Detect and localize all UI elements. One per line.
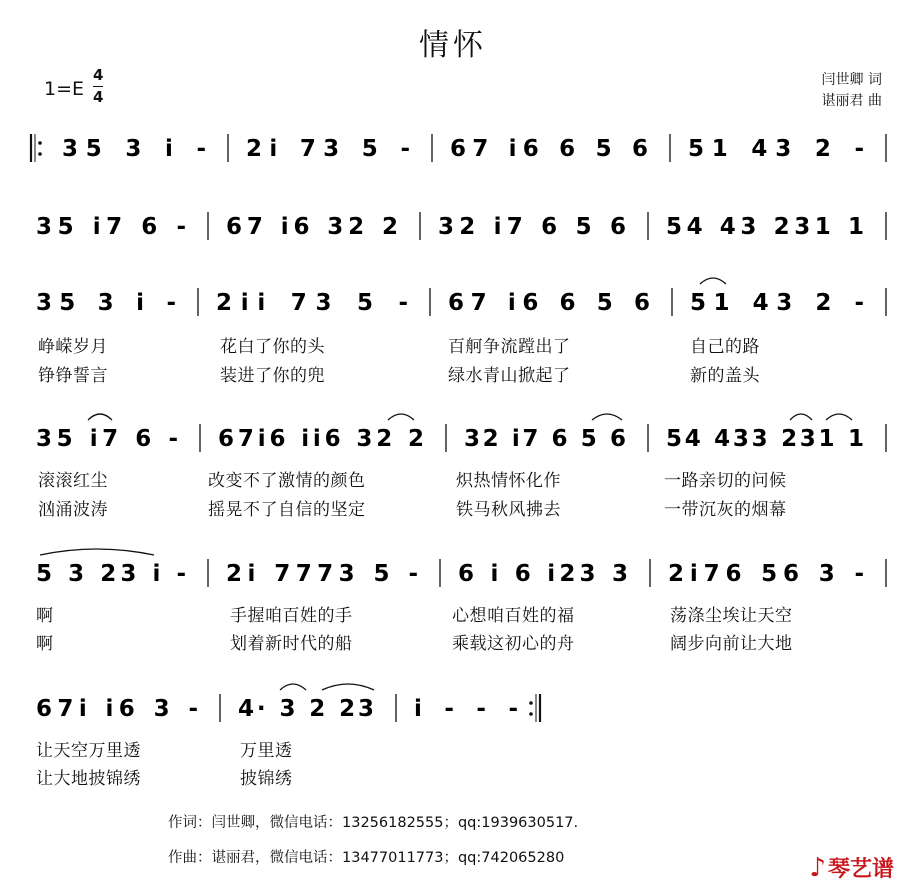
measure-notes: 67 i6 6 5 6: [450, 136, 648, 162]
repeat-dot: [38, 152, 42, 156]
lyric: 一带沉灰的烟幕: [664, 500, 787, 520]
staff-row-5-svg: [0, 553, 906, 593]
notation-row-6: [0, 688, 906, 728]
tie-slur: [40, 549, 154, 555]
notation-row-4: [0, 418, 906, 458]
tie-slur: [790, 414, 812, 420]
lyric: 荡涤尘埃让天空: [670, 606, 793, 626]
lyric: 划着新时代的船: [230, 634, 353, 654]
lyric: 让天空万里透: [36, 741, 141, 761]
lyric: 峥嵘岁月: [38, 337, 108, 357]
measure-notes: 2i 7773 5 -: [226, 561, 418, 587]
tie-slur: [88, 414, 112, 420]
composer-contact: 作曲：谌丽君，微信电话：13477011773；qq:742065280: [168, 850, 565, 866]
measure-notes: 51 43 2 -: [688, 136, 864, 162]
staff-row-6-svg: [0, 688, 906, 728]
lyric: 新的盖头: [690, 366, 760, 386]
measure-notes: 6 i 6 i23 3: [458, 561, 628, 587]
tie-slur: [826, 414, 852, 420]
lyric: 装进了你的兜: [220, 366, 325, 386]
lyric: 一路亲切的问候: [664, 471, 787, 491]
repeat-dot: [529, 701, 533, 705]
page-title: 情怀: [419, 28, 487, 63]
lyric: 手握咱百姓的手: [230, 606, 353, 626]
lyricist-contact: 作词：闫世卿，微信电话：13256182555；qq:1939630517.: [168, 815, 579, 831]
time-signature: [93, 66, 103, 107]
site-logo: [809, 852, 894, 883]
tie-slur: [592, 414, 622, 420]
lyric: 花白了你的头: [220, 337, 325, 357]
staff-row-4-svg: [0, 418, 906, 458]
measure-notes: 32 i7 6 5 6: [464, 426, 626, 452]
lyric: 阔步向前让大地: [670, 634, 793, 654]
lyric: 百舸争流蹚出了: [448, 337, 571, 357]
composer-credit: 谌丽君 曲: [821, 93, 882, 109]
measure-notes: 67i i6 3 -: [36, 696, 198, 722]
measure-notes: 4· 3 2 23: [238, 696, 374, 722]
notation-row-1: [0, 128, 906, 168]
logo-text: 琴艺谱: [827, 857, 894, 882]
measure-notes: 2i76 56 3 -: [668, 561, 864, 587]
lyric: 让大地披锦绣: [36, 769, 141, 789]
repeat-dot: [38, 141, 42, 145]
measure-notes: i - - -: [414, 696, 518, 722]
measure-notes: 54 433 231 1: [666, 426, 864, 452]
staff-row-1-svg: [0, 128, 906, 168]
lyric: 乘载这初心的舟: [452, 634, 575, 654]
credits: [822, 70, 882, 112]
measure-notes: 5 3 23 i -: [36, 561, 186, 587]
staff-row-2-svg: [0, 206, 906, 246]
tie-slur: [322, 684, 374, 690]
meter-divider: [93, 86, 103, 87]
measure-notes: 2ii 73 5 -: [216, 290, 408, 316]
lyric: 心想咱百姓的福: [452, 606, 575, 626]
notation-row-5: [0, 553, 906, 593]
notation-row-3: [0, 282, 906, 322]
lyric: 啊: [36, 634, 54, 654]
measure-notes: 32 i7 6 5 6: [438, 214, 626, 240]
lyric: 自己的路: [690, 337, 760, 357]
lyric: 铮铮誓言: [38, 366, 108, 386]
meter-top: 4: [93, 66, 104, 84]
lyric: 汹涌波涛: [38, 500, 108, 520]
measure-notes: 35 i7 6 -: [36, 214, 186, 240]
lyric: 摇晃不了自信的坚定: [208, 500, 366, 520]
logo-note-icon: ♪: [809, 853, 826, 883]
tie-slur: [700, 278, 726, 284]
measure-notes: 67 i6 6 5 6: [448, 290, 650, 316]
measure-notes: 35 3 i -: [36, 290, 176, 316]
key-signature: 1=E: [44, 78, 85, 100]
measure-notes: 35 i7 6 -: [36, 426, 178, 452]
tie-slur: [388, 414, 414, 420]
lyric: 炽热情怀化作: [456, 471, 561, 491]
measure-notes: 51 43 2 -: [690, 290, 864, 316]
lyric: 披锦绣: [240, 769, 293, 789]
staff-row-3-svg: [0, 282, 906, 322]
measure-notes: 67 i6 32 2: [226, 214, 398, 240]
lyricist-credit: 闫世卿 词: [821, 72, 882, 88]
lyric: 改变不了激情的颜色: [208, 471, 366, 491]
tie-slur: [280, 684, 306, 690]
repeat-dot: [529, 712, 533, 716]
footer-contacts: [168, 806, 578, 876]
measure-notes: 2i 73 5 -: [246, 136, 410, 162]
lyric: 铁马秋风拂去: [456, 500, 561, 520]
lyric: 万里透: [240, 741, 293, 761]
lyric: 啊: [36, 606, 54, 626]
measure-notes: 54 43 231 1: [666, 214, 864, 240]
lyric: 绿水青山掀起了: [448, 366, 571, 386]
meter-bottom: 4: [93, 88, 104, 106]
measure-notes: 35 3 i -: [62, 136, 206, 162]
measure-notes: 67i6 ii6 32 2: [218, 426, 424, 452]
notation-row-2: [0, 206, 906, 246]
lyric: 滚滚红尘: [38, 471, 108, 491]
